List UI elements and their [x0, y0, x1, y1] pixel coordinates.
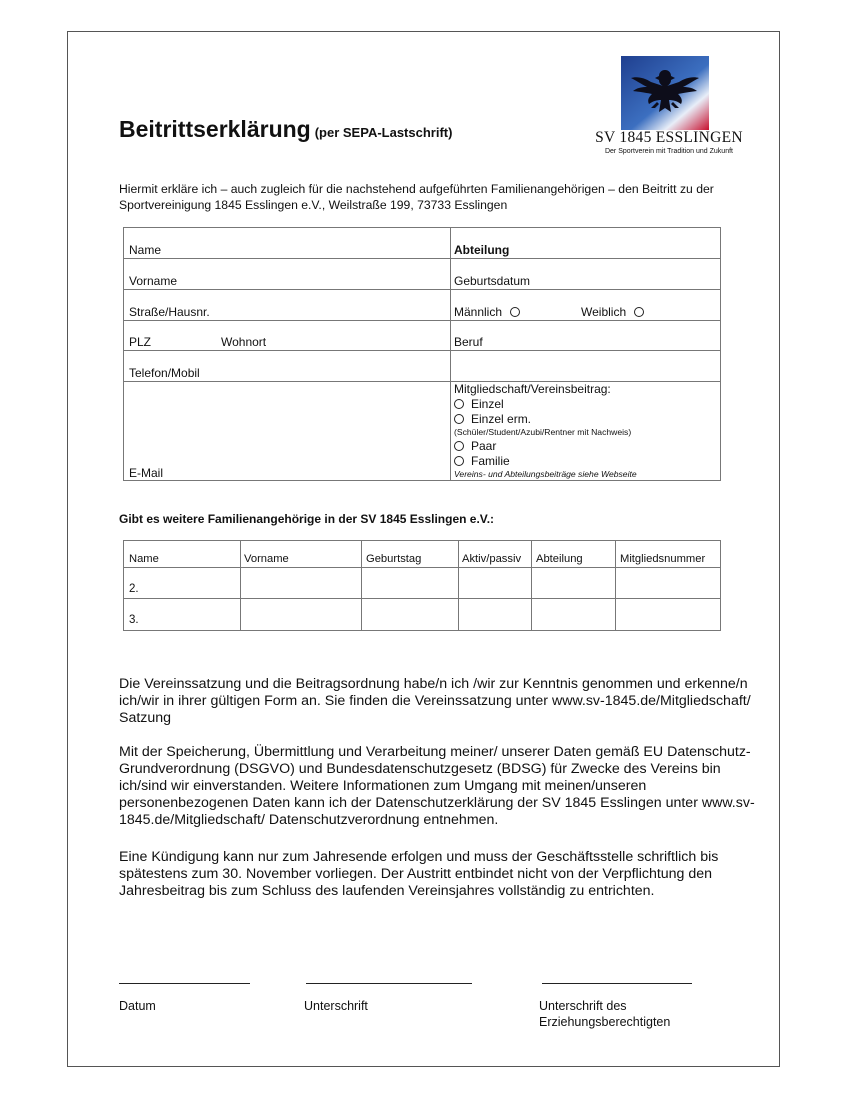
- option-label: Paar: [471, 439, 497, 453]
- column-header: Aktiv/passiv: [462, 553, 522, 565]
- male-radio-icon[interactable]: [510, 307, 520, 317]
- membership-option-paar[interactable]: [454, 439, 496, 453]
- option-label: Familie: [471, 454, 510, 468]
- column-divider: [531, 541, 532, 630]
- signature-label: Unterschrift: [304, 999, 368, 1013]
- fees-note: Vereins- und Abteilungsbeiträge siehe Webseite: [454, 469, 637, 479]
- privacy-paragraph: Mit der Speicherung, Übermittlung und Verarbeitung meiner/ unserer Daten gemäß EU Datenschutz- Grundverordnung (DSGVO) und Bundesdatenschutzgesetz (BDSG) für Zwecke des Vereins bin ich/sind wir einverstanden. Weitere Informationen zum Umgang mit meinen/unseren personenbezogenen Daten kann ich der Datenschutzerklärung der SV 1845 Esslingen unter www.sv-1845.de/Mitgliedschaft/ Datenschutzverordnung entnehmen.: [119, 744, 755, 828]
- column-header: Name: [129, 553, 159, 565]
- club-name: SV 1845 ESSLINGEN: [595, 129, 743, 146]
- family-question: Gibt es weitere Familienangehörige in der SV 1845 Esslingen e.V.:: [119, 512, 495, 526]
- family-table: [123, 540, 721, 631]
- vorname-field[interactable]: Vorname: [129, 274, 178, 288]
- cancellation-paragraph: Eine Kündigung kann nur zum Jahresende erfolgen und muss der Geschäftsstelle schriftlich bis spätestens zum 30. November vorliegen. Der Austritt entbindet nicht von der Verpflichtung den Jahresbeitrag bis zum Schluss des laufenden Vereinsjahres vollständig zu entrichten.: [119, 849, 719, 899]
- row-divider: [124, 289, 720, 290]
- intro-text: Hiermit erkläre ich – auch zugleich für die nachstehend aufgeführten Familienangehörigen – den Beitritt zu der Sportvereinigung 1845 Esslingen e.V., Weilstraße 199, 73733 Esslingen: [119, 182, 714, 212]
- title-text: Beitrittserklärung: [119, 116, 311, 142]
- row-divider: [124, 567, 720, 568]
- membership-option-einzel[interactable]: [454, 397, 504, 411]
- radio-icon[interactable]: [454, 414, 464, 424]
- row-divider: [124, 381, 720, 382]
- table-row[interactable]: 3.: [129, 614, 139, 626]
- column-header: Vorname: [244, 553, 289, 565]
- column-divider: [361, 541, 362, 630]
- statute-paragraph: Die Vereinssatzung und die Beitragsordnung habe/n ich /wir zur Kenntnis genommen und erkenne/n ich/wir in ihrer gültigen Form an. Sie finden die Vereinssatzung unter www.sv-1845.de/Mitgliedschaft/ Satzung: [119, 676, 751, 726]
- male-label: Männlich: [454, 305, 503, 319]
- geburtsdatum-field[interactable]: Geburtsdatum: [454, 274, 531, 288]
- column-header: Abteilung: [536, 553, 583, 565]
- row-divider: [124, 350, 720, 351]
- plz-field[interactable]: PLZ: [129, 335, 152, 349]
- gender-female-option[interactable]: [581, 305, 644, 319]
- column-divider: [240, 541, 241, 630]
- guardian-signature-label: Unterschrift des Erziehungsberechtigten: [539, 999, 671, 1029]
- radio-icon[interactable]: [454, 441, 464, 451]
- telefon-field[interactable]: Telefon/Mobil: [129, 366, 200, 380]
- option-label: Einzel: [471, 397, 504, 411]
- wohnort-field[interactable]: Wohnort: [221, 335, 267, 349]
- reduced-note: (Schüler/Student/Azubi/Rentner mit Nachweis): [454, 427, 632, 437]
- gender-male-option[interactable]: [454, 305, 520, 319]
- date-label: Datum: [119, 999, 156, 1013]
- female-radio-icon[interactable]: [634, 307, 644, 317]
- column-header: Geburtstag: [366, 553, 422, 565]
- radio-icon[interactable]: [454, 456, 464, 466]
- strasse-field[interactable]: Straße/Hausnr.: [129, 305, 210, 319]
- guardian-signature-line[interactable]: [542, 983, 692, 984]
- table-row[interactable]: 2.: [129, 583, 139, 595]
- abteilung-field[interactable]: Abteilung: [454, 243, 510, 257]
- column-divider: [615, 541, 616, 630]
- club-tagline: Der Sportverein mit Tradition und Zukunft: [604, 148, 733, 155]
- signature-line[interactable]: [306, 983, 472, 984]
- column-divider: [450, 228, 451, 480]
- row-divider: [124, 320, 720, 321]
- option-label: Einzel erm.: [471, 412, 532, 426]
- membership-option-familie[interactable]: [454, 454, 510, 468]
- page-title: [119, 116, 452, 143]
- eagle-crest-icon: [621, 56, 709, 130]
- date-line[interactable]: [119, 983, 250, 984]
- column-header: Mitgliedsnummer: [620, 553, 706, 565]
- row-divider: [124, 598, 720, 599]
- title-subtitle: (per SEPA-Lastschrift): [314, 125, 453, 140]
- email-field[interactable]: E-Mail: [129, 466, 164, 480]
- name-field[interactable]: Name: [129, 243, 162, 257]
- female-label: Weiblich: [581, 305, 627, 319]
- membership-option-einzel-erm[interactable]: [454, 412, 531, 426]
- row-divider: [124, 258, 720, 259]
- membership-title: Mitgliedschaft/Vereinsbeitrag:: [454, 382, 611, 396]
- radio-icon[interactable]: [454, 399, 464, 409]
- member-form-table: [123, 227, 721, 481]
- beruf-field[interactable]: Beruf: [454, 335, 483, 349]
- column-divider: [458, 541, 459, 630]
